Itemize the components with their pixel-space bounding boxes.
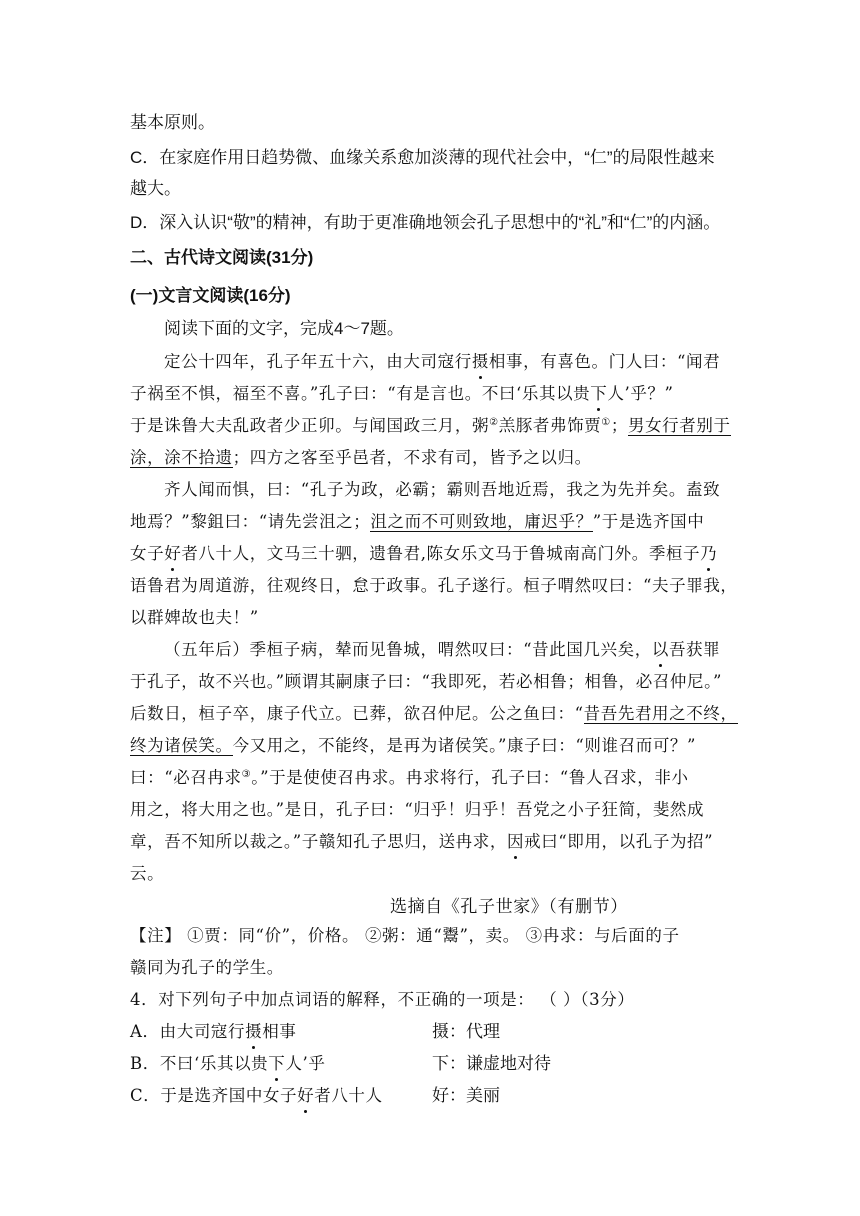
passage-p3-line2: 于孔子，故不兴也。”顾谓其嗣康子曰：“我即死，若必相鲁；相鲁，必召仲尼。” [130, 672, 723, 691]
passage-p2-line5: 以群婢故也夫！” [130, 608, 259, 627]
passage-p3-line7: 章，吾不知所以裁之。”子赣知孔子思归，送冉求，因戒曰“即用，以孔子为招” [130, 830, 730, 854]
passage-p2-line3: 女子好者八十人，文马三十驷，遗鲁君,陈女乐文马于鲁城南高门外。季桓子乃 [130, 542, 730, 566]
passage-p3-line3: 后数日，桓子卒，康子代立。已葬，欲召仲尼。公之鱼曰：“昔吾先君用之不终， [130, 704, 738, 723]
option-c-line2: 越大。 [130, 179, 181, 198]
question-4: 4．对下列句子中加点词语的解释，不正确的一项是： （ ）（3分） [130, 990, 635, 1009]
q4-option-b-gloss: 下：谦虚地对待 [432, 1054, 551, 1073]
q4-option-b: B．不曰‘乐其以贵下人’乎 [130, 1052, 730, 1076]
emphasis-char: 下 [268, 1052, 285, 1076]
passage-p2-line1: 齐人闻而惧，曰：“孔子为政，必霸；霸则吾地近焉，我之为先并矣。盍致 [164, 480, 721, 499]
underlined-sentence: 男女行者别于 [627, 416, 731, 435]
underlined-sentence: 昔吾先君用之不终， [583, 704, 738, 723]
passage-p3-line8: 云。 [130, 864, 165, 883]
passage-p3-line5: 曰：“必召冉求③。”于是使使召冉求。冉求将行，孔子曰：“鲁人召求，非小 [130, 768, 689, 787]
emphasis-char: 乃 [700, 542, 717, 566]
source-citation: 选摘自《孔子世家》（有删节） [390, 897, 628, 917]
instruction: 阅读下面的文字，完成4～7题。 [164, 319, 404, 338]
emphasis-char: 下 [590, 382, 607, 406]
passage-p3-line4: 终为诸侯笑。今又用之，不能终，是再为诸侯笑。”康子曰：“则谁召而可？” [130, 736, 697, 755]
option-d: D．深入认识“敬”的精神，有助于更准确地领会孔子思想中的“礼”和“仁”的内涵。 [130, 213, 721, 232]
passage-p1-line3: 于是诛鲁大夫乱政者少正卯。与闻国政三月，粥②羔豚者弗饰贾①；男女行者别于 [130, 416, 731, 435]
passage-p2-line2: 地焉？”黎鉏曰：“请先尝沮之；沮之而不可则致地，庸迟乎？”于是选齐国中 [130, 512, 705, 531]
q4-option-c: C．于是选齐国中女子好者八十人 [130, 1084, 730, 1108]
emphasis-char: 好 [164, 542, 181, 566]
emphasis-char: 因 [507, 830, 524, 854]
emphasis-char: 摄 [472, 350, 489, 374]
emphasis-char: 摄 [245, 1020, 262, 1044]
passage-p3-line6: 用之，将大用之也。”是日，孔子曰：“归乎！归乎！吾党之小子狂简，斐然成 [130, 800, 705, 819]
underlined-sentence: 终为诸侯笑。 [130, 736, 233, 755]
passage-p2-line4: 语鲁君为周道游，往观终日，怠于政事。孔子遂行。桓子喟然叹曰：“夫子罪我， [130, 576, 738, 595]
q4-option-c-gloss: 好：美丽 [432, 1086, 500, 1105]
passage-p3-line1: （五年后）季桓子病，辇而见鲁城，喟然叹曰：“昔此国几兴矣，以吾获罪 [164, 638, 730, 662]
underlined-sentence: 涂，涂不拾遗 [130, 448, 233, 467]
notes-line1: 【注】 ①贾：同“价”，价格。 ②粥：通“鬻”，卖。 ③冉求：与后面的子 [130, 926, 680, 945]
underlined-sentence: 沮之而不可则致地，庸迟乎？ [370, 512, 593, 531]
q4-option-a: A．由大司寇行摄相事 [130, 1020, 730, 1044]
emphasis-char: 以 [652, 638, 669, 662]
emphasis-char: 好 [297, 1084, 314, 1108]
subsection-heading: (一)文言文阅读(16分) [130, 286, 291, 305]
option-c-line1: C．在家庭作用日趋势微、血缘关系愈加淡薄的现代社会中，“仁”的局限性越来 [130, 148, 715, 167]
passage-p1-line1: 定公十四年，孔子年五十六，由大司寇行摄相事，有喜色。门人曰：“闻君 [164, 350, 730, 374]
prev-paragraph-tail: 基本原则。 [130, 113, 215, 132]
passage-p1-line2: 子祸至不惧，福至不喜。”孔子曰：“有是言也。不曰‘乐其以贵下人’乎？” [130, 382, 730, 406]
q4-option-a-gloss: 摄：代理 [432, 1022, 500, 1041]
notes-line2: 赣同为孔子的学生。 [130, 958, 284, 977]
section-heading: 二、古代诗文阅读(31分) [130, 248, 314, 267]
passage-p1-line4: 涂，涂不拾遗；四方之客至乎邑者，不求有司，皆予之以归。 [130, 448, 592, 467]
